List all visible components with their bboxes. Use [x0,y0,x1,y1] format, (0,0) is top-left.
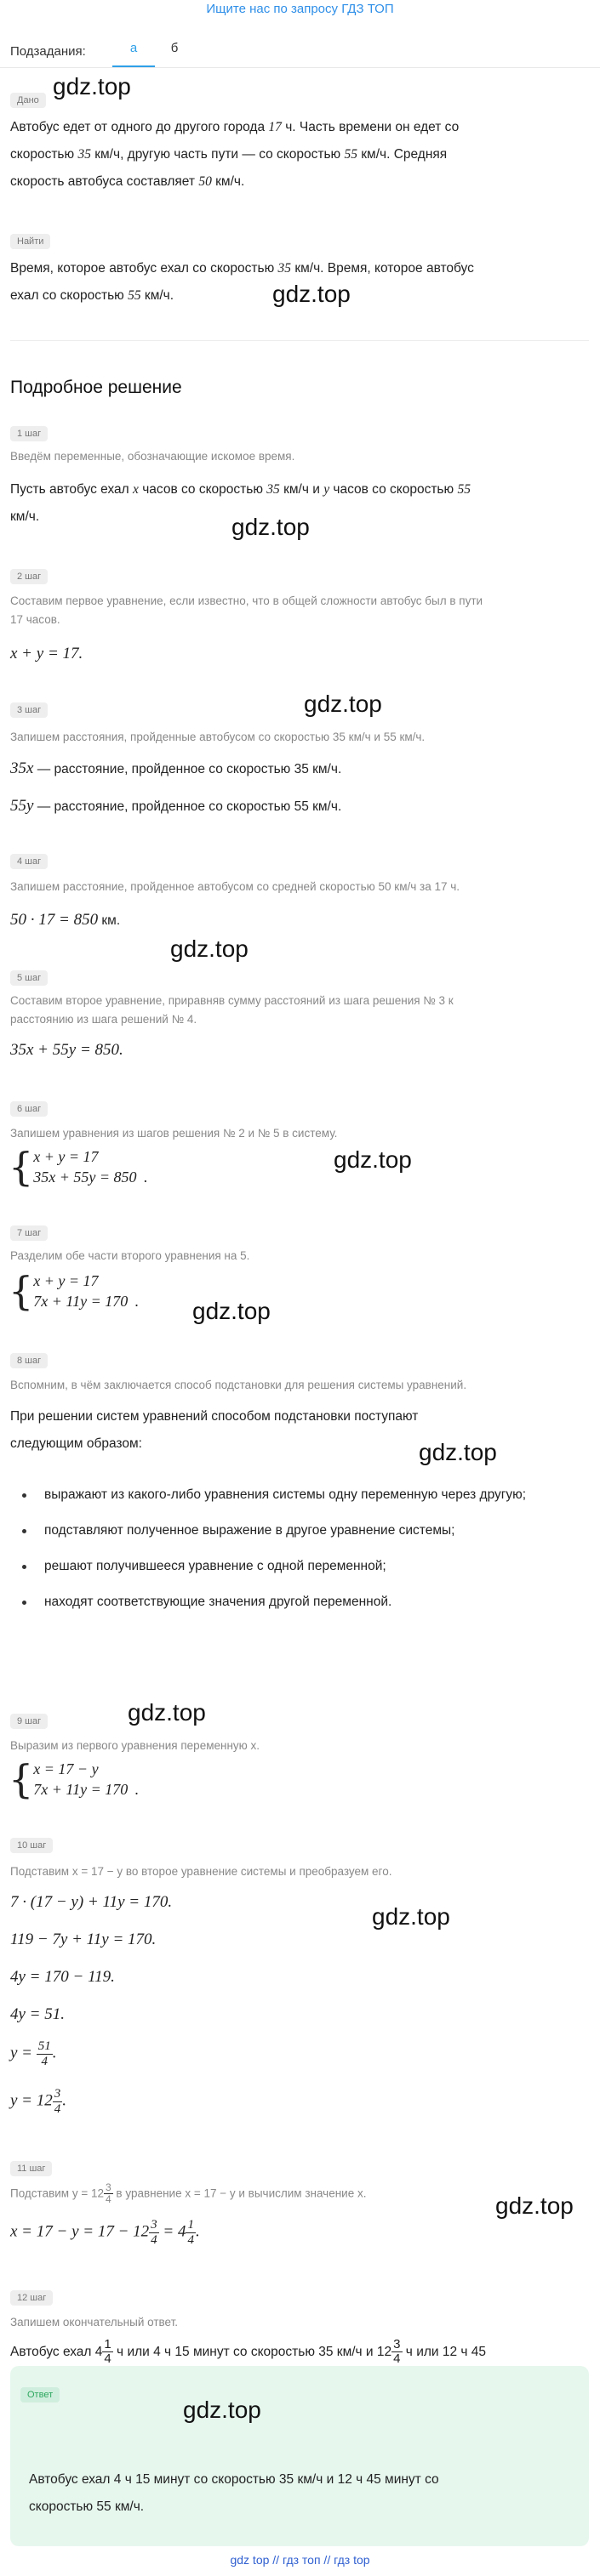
watermark: gdz.top [231,514,310,540]
search-banner[interactable]: Ищите нас по запросу ГДЗ ТОП [206,2,394,16]
footer-link[interactable]: gdz top [230,2553,270,2567]
watermark: gdz.top [495,2192,574,2219]
find-pill: Найти [10,234,50,249]
section-divider [10,340,589,341]
step-note: Запишем уравнения из шагов решения № 2 и № 5 в систему. [10,1127,338,1140]
given-text: Автобус едет от одного до другого города 17 ч. Часть времени он едет со скоростью 35 км/ч, другую часть пути — со скоростью 55 км/ч. Средняя скорость автобуса составляет 50 км/ч. [10,120,460,189]
watermark: gdz.top [419,1439,497,1465]
watermark: gdz.top [128,1699,206,1726]
footer-link[interactable]: гдз топ [282,2553,321,2567]
find-text: Время, которое автобус ехал со скоростью 35 км/ч. Время, которое автобус ехал со скоростью 55 км/ч. [10,261,474,303]
step-note: Запишем расстояния, пройденные автобусом со скоростью 35 км/ч и 55 км/ч. [10,731,426,743]
step-text: 35x — расстояние, пройденное со скоростью 35 км/ч. [10,759,342,777]
footer-links: gdz top // гдз топ // гдз top [230,2553,370,2567]
list-item: выражают из какого-либо уравнения системы одну переменную через другую; [10,1483,538,1507]
step-pill: 2 шаг [10,569,48,584]
tab-a[interactable]: а [129,41,138,55]
equation: y = $\frac{51}{4}$ . [10,2039,57,2068]
step-text: При решении систем уравнений способом подстановки поступают следующим образом: [10,1409,419,1451]
step-pill: 4 шаг [10,854,48,869]
list-item: подставляют полученное выражение в другое уравнение системы; [10,1519,538,1543]
equation: y = 12 $\frac{3}{4}$ . [10,2087,67,2116]
step-pill: 10 шаг [10,1838,53,1853]
equation-system: { x + y = 17 35x + 55y = 850 . [9,1144,148,1190]
brace: { [9,1268,34,1314]
watermark: gdz.top [372,1903,450,1930]
tab-b[interactable]: б [170,41,179,55]
equation: 119 − 7y + 11y = 170. [10,1931,157,1948]
step-pill: 12 шаг [10,2290,53,2306]
step-pill: 3 шаг [10,702,48,718]
equation: 7 · (17 − y) + 11y = 170. [10,1893,173,1911]
watermark: gdz.top [53,73,131,100]
step-text: 55y — расстояние, пройденное со скоростью 55 км/ч. [10,797,342,815]
given-pill: Дано [10,93,46,108]
step-text: Пусть автобус ехал x часов со скоростью 35 км/ч и y часов со скоростью 55 км/ч. [10,482,471,524]
equation-system: { x + y = 17 7x + 11y = 170 . [9,1268,139,1314]
equation: 50 · 17 = 850 км. [10,911,121,929]
answer-pill: Ответ [20,2387,60,2403]
equation: x = 17 − y = 17 − 12 $\frac{3}{4}$ = 4 $\frac{1}{4}$ . [10,2218,200,2247]
step-pill: 8 шаг [10,1353,48,1368]
step-note: Запишем расстояние, пройденное автобусом со средней скоростью 50 км/ч за 17 ч. [10,880,460,893]
equation: x + y = 17. [10,645,83,662]
step-pill: 6 шаг [10,1101,48,1117]
tabs-divider [0,67,600,68]
list-item: находят соответствующие значения другой переменной. [10,1590,538,1614]
step-note: Запишем окончательный ответ. [10,2316,179,2329]
step-pill: 9 шаг [10,1714,48,1729]
solution-title: Подробное решение [10,378,182,397]
watermark: gdz.top [192,1298,271,1324]
final-statement: Автобус ехал 4 $\frac{1}{4}$ ч или 4 ч 15 минут со скоростью 35 км/ч и 12 $\frac{3}{4}$ ч или 12 ч 45 [10,2336,487,2367]
watermark: gdz.top [334,1146,412,1173]
step-note: Составим первое уравнение, если известно, что в общей сложности автобус был в пути 17 часов. [10,594,483,626]
equation: 4y = 170 − 119. [10,1968,115,1986]
step-note: Подставим y = 12 $\frac{3}{4}$ в уравнение x = 17 − y и вычислим значение x. [10,2181,367,2206]
step-pill: 5 шаг [10,970,48,986]
watermark: gdz.top [272,281,351,307]
footer-link[interactable]: гдз top [334,2553,370,2567]
step-note: Выразим из первого уравнения переменную x. [10,1739,260,1752]
step-note: Введём переменные, обозначающие искомое время. [10,450,295,463]
brace: { [9,1144,34,1190]
watermark: gdz.top [304,691,382,717]
list-item: решают получившееся уравнение с одной переменной; [10,1555,538,1578]
equation-system: { x = 17 − y 7x + 11y = 170 . [9,1756,139,1802]
step-pill: 7 шаг [10,1225,48,1241]
equation: 35x + 55y = 850. [10,1041,123,1059]
step-note: Составим второе уравнение, приравняв сумму расстояний из шага решения № 3 к расстоянию из шага решений № 4. [10,994,454,1026]
watermark: gdz.top [183,2397,261,2423]
equation: 4y = 51. [10,2005,66,2023]
watermark: gdz.top [170,935,249,962]
step-note: Подставим x = 17 − y во второе уравнение системы и преобразуем его. [10,1865,392,1878]
step-note: Разделим обе части второго уравнения на 5. [10,1249,250,1262]
step-note: Вспомним, в чём заключается способ подстановки для решения системы уравнений. [10,1379,467,1391]
answer-text: Автобус ехал 4 ч 15 минут со скоростью 35 км/ч и 12 ч 45 минут со скоростью 55 км/ч. [29,2472,439,2514]
brace: { [9,1756,34,1802]
step-pill: 1 шаг [10,426,48,441]
method-list [10,1483,538,1626]
step-pill: 11 шаг [10,2161,52,2176]
subtasks-label: Подзадания: [10,44,86,59]
